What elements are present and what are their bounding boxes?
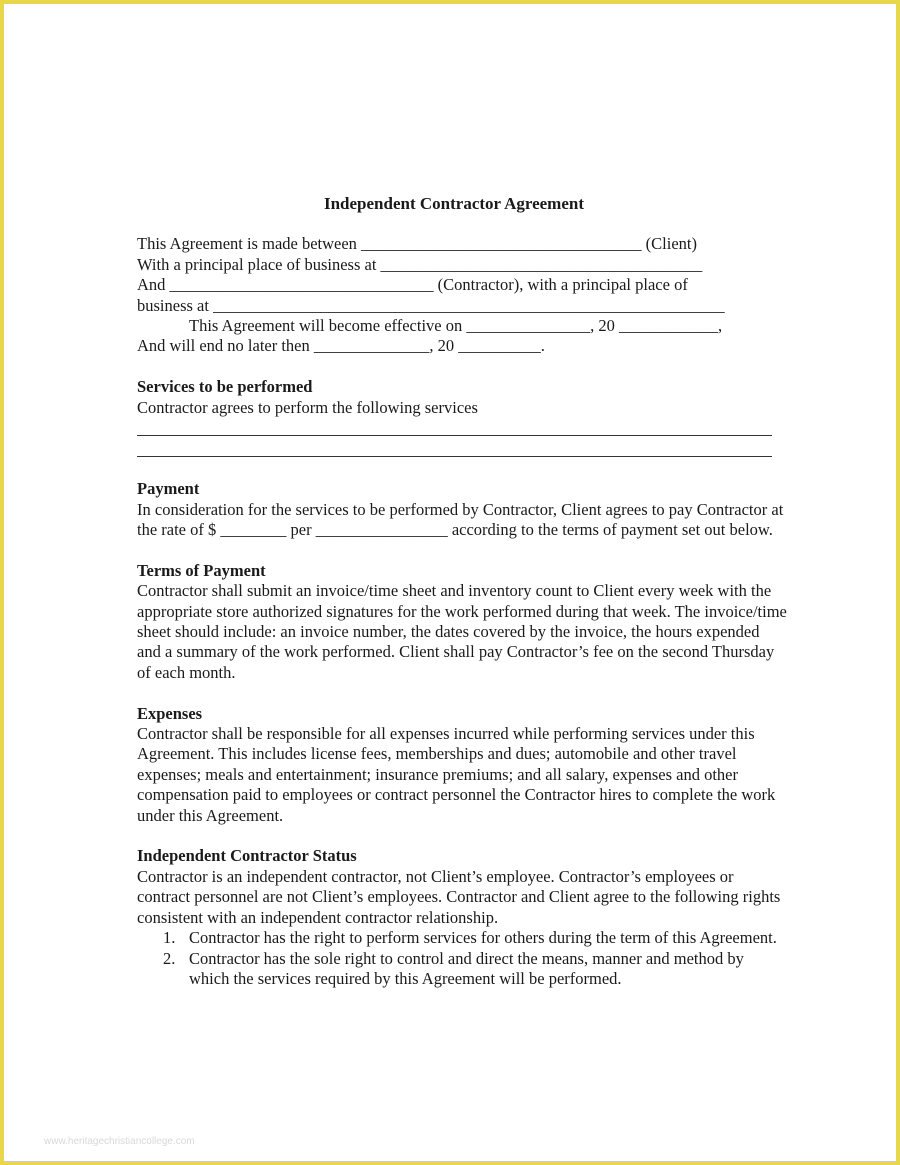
expenses-heading: Expenses xyxy=(137,703,203,723)
client-line: This Agreement is made between __________________________________ (Client) xyxy=(137,234,698,254)
services-heading: Services to be performed xyxy=(137,377,313,397)
contractor-line: And ________________________________ (Contractor), with a principal place of xyxy=(137,275,688,295)
status-text: Contractor is an independent contractor, not Client’s employee. Contractor’s employees or contract personnel are not Client’s employees. Contractor and Client agree to the following rights consistent with an independent contractor relationship. xyxy=(137,866,781,927)
effective-date-line: This Agreement will become effective on _______________, 20 ____________, xyxy=(189,316,723,336)
expenses-text: Contractor shall be responsible for all expenses incurred while performing services under this Agreement. This includes license fees, memberships and dues; automobile and other travel expenses; meals and entertainment; insurance premiums; and all salary, expenses and other compensation paid to employees or contract personnel the Contractor hires to complete the work under this Agreement. xyxy=(137,724,776,825)
document-title: Independent Contractor Agreement xyxy=(323,194,584,213)
expenses-section xyxy=(137,704,787,826)
terms-section xyxy=(137,561,787,683)
list-item-text: Contractor has the right to perform services for others during the term of this Agreement. xyxy=(189,928,777,948)
list-item xyxy=(137,949,787,990)
services-section xyxy=(137,377,787,459)
rights-list xyxy=(137,928,787,989)
services-text: Contractor agrees to perform the following services xyxy=(137,397,478,417)
terms-text: Contractor shall submit an invoice/time sheet and inventory count to Client every week with the appropriate store authorized signatures for the work performed during that week. The invoice/time sheet should include: an invoice number, the dates covered by the invoice, the hours expended and a summary of the work performed. Client shall pay Contractor’s fee on the second Thursday of each month. xyxy=(137,581,787,682)
payment-heading: Payment xyxy=(137,479,200,499)
services-blank-line-1 xyxy=(137,435,772,436)
client-address-line: With a principal place of business at _______________________________________ xyxy=(137,254,703,274)
list-item-number: 2. xyxy=(163,948,176,968)
services-blank-line-2 xyxy=(137,456,772,457)
list-item xyxy=(137,928,787,948)
list-item-number: 1. xyxy=(163,928,176,948)
document-body xyxy=(137,194,787,989)
payment-section xyxy=(137,479,787,540)
watermark: www.heritagechristiancollege.com xyxy=(44,1136,195,1147)
terms-heading: Terms of Payment xyxy=(137,560,266,580)
end-date-line: And will end no later then ______________, 20 __________. xyxy=(137,336,545,356)
contractor-address-line: business at ______________________________________________________________ xyxy=(137,295,725,315)
status-heading: Independent Contractor Status xyxy=(137,846,357,866)
payment-text: In consideration for the services to be performed by Contractor, Client agrees to pay Contractor at the rate of $ ________ per ________________ according to the terms of payment set out below. xyxy=(137,499,784,540)
status-section xyxy=(137,846,787,989)
list-item-text: Contractor has the sole right to control and direct the means, manner and method by which the services required by this Agreement will be performed. xyxy=(189,948,744,988)
parties-block xyxy=(137,234,787,356)
